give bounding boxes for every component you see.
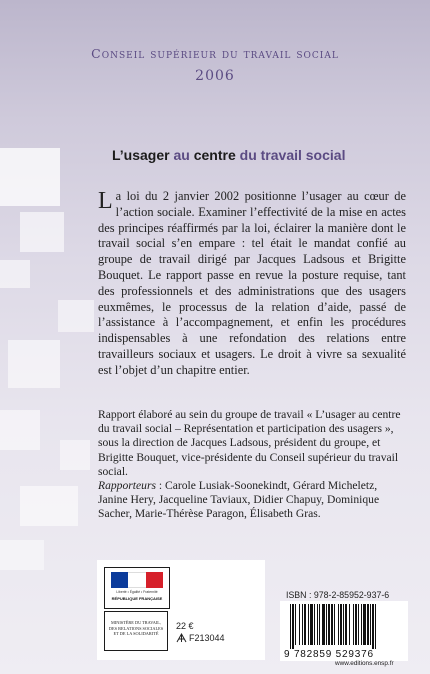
decorative-square — [0, 148, 60, 206]
barcode-bar — [304, 604, 306, 645]
ministry-box — [104, 611, 168, 651]
barcode — [280, 601, 408, 661]
barcode-bar — [363, 604, 366, 645]
decorative-square — [60, 440, 90, 470]
barcode-bar — [372, 604, 374, 649]
title-part-4: du travail social — [239, 147, 346, 163]
barcode-bar — [358, 604, 359, 645]
ministry-line-3: ET DE LA SOLIDARITÉ — [113, 631, 159, 637]
barcode-bar — [314, 604, 315, 645]
report-paragraph: Rapport élaboré au sein du groupe de travail « L’usager au centre du travail social – Représentation et participation des usagers », sous la direction de Jacques Ladsous, président du groupe, et Brigitte Bouquet, vice-présidente du Conseil supérieur du travail social. — [98, 408, 401, 478]
marianne-flag-icon — [111, 572, 163, 588]
decorative-square — [8, 340, 60, 388]
barcode-bar — [310, 604, 313, 645]
barcode-bar — [308, 604, 309, 645]
barcode-bar — [295, 604, 296, 645]
barcode-bar — [355, 604, 357, 645]
isbn: ISBN : 978-2-85952-937-6 — [286, 590, 390, 600]
price: 22 € — [176, 621, 194, 631]
republic-label: RÉPUBLIQUE FRANÇAISE — [111, 596, 163, 601]
barcode-bar — [334, 604, 335, 645]
barcode-bar — [343, 604, 344, 645]
book-title — [112, 147, 412, 163]
title-part-2: au — [173, 147, 190, 163]
barcode-bar — [338, 604, 339, 645]
decorative-square — [58, 300, 94, 332]
reference-number: F213044 — [189, 633, 225, 643]
reference-code — [176, 633, 225, 643]
rapporteurs-names: : Carole Lusiak-Soonekindt, Gérard Micheletz, Janine Hery, Jacqueline Taviaux, Didier Chapuy, Dominique Sacher, Marie-Thérèse Paragon, Élisabeth Gras. — [98, 479, 380, 521]
barcode-bar — [317, 604, 318, 645]
drop-cap: L — [98, 188, 113, 214]
barcode-digits: 9 782859 529376 — [284, 649, 374, 660]
decorative-square — [0, 410, 40, 450]
intro-text: a loi du 2 janvier 2002 positionne l’usager au cœur de l’action sociale. Examiner l’effectivité de la mise en actes des principes réaffirmés par la loi, éclairer la manière dont le travail social s’en empare : tel était le mandat confié au groupe de travail dirigé par Jacques Ladsous et Brigitte Bouquet. Le rapport passe en revue la posture requise, tant des professionnels et des administrations que des usagers euxmêmes, le processus de la relation d’aide, passé de l’assistance à l’accompagnement, et enfin les procédures indispensables à une refondation des relations entre travailleurs sociaux et usagers. Le droit à vivre sa sexualité est l’objet d’un chapitre entier. — [98, 189, 406, 377]
barcode-icon — [288, 604, 402, 649]
barcode-bar — [370, 604, 371, 645]
intro-paragraph — [98, 189, 406, 379]
barcode-bar — [302, 604, 303, 645]
publisher-website: www.editions.ensp.fr — [335, 660, 394, 667]
rapporteurs-label: Rapporteurs — [98, 479, 156, 492]
barcode-bar — [322, 604, 325, 645]
barcode-bar — [331, 604, 333, 645]
title-part-3: centre — [193, 147, 236, 163]
organization-name: Conseil supérieur du travail social — [91, 46, 339, 61]
ministry-line-2: DES RELATIONS SOCIALES — [108, 625, 164, 631]
barcode-bar — [361, 604, 362, 645]
decorative-square — [0, 540, 44, 570]
title-part-1: L’usager — [112, 147, 170, 163]
barcode-bar — [340, 604, 342, 645]
barcode-bar — [353, 604, 354, 645]
ministry-line-1: MINISTÈRE DU TRAVAIL, — [110, 620, 161, 625]
barcode-bar — [349, 604, 350, 645]
barcode-bar — [292, 604, 294, 649]
republic-logo — [104, 567, 170, 609]
documentation-francaise-icon — [176, 633, 187, 643]
barcode-bar — [328, 604, 330, 645]
rapporteurs-paragraph — [98, 479, 406, 522]
decorative-square — [20, 212, 64, 252]
decorative-square — [20, 486, 78, 526]
barcode-bar — [367, 604, 369, 645]
barcode-bar — [345, 604, 347, 645]
republic-motto: Liberté • Égalité • Fraternité — [116, 590, 158, 594]
barcode-bar — [319, 604, 320, 645]
barcode-bar — [290, 604, 291, 649]
barcode-bar — [326, 604, 327, 645]
decorative-square — [0, 260, 30, 288]
publication-year: 2006 — [195, 68, 235, 84]
barcode-bar — [299, 604, 300, 645]
barcode-bar — [375, 604, 376, 649]
